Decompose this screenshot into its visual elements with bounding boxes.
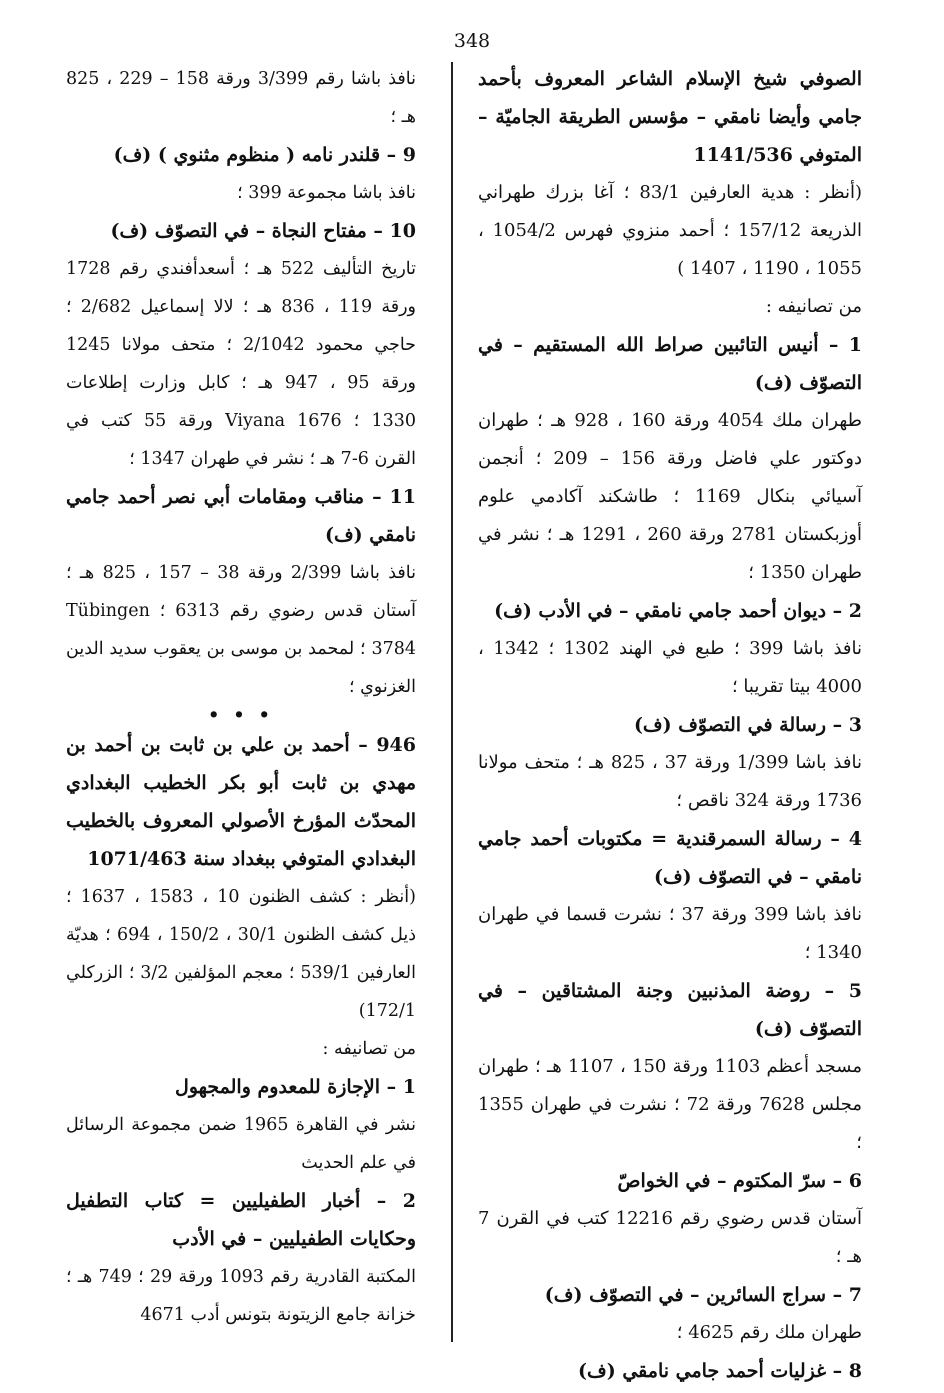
work-title-7: 7 – سراج السائرين – في التصوّف (ف) bbox=[544, 1284, 862, 1306]
work-title-11: 11 – مناقب ومقامات أبي نصر أحمد جامي نامقي (ف) bbox=[66, 486, 416, 546]
right-column bbox=[478, 60, 862, 1390]
work-title-946-1: 1 – الإجازة للمعدوم والمجهول bbox=[175, 1076, 416, 1098]
work-manuscripts-6: آستان قدس رضوي رقم 12216 كتب في القرن 7 هـ ؛ bbox=[478, 1208, 862, 1267]
works-intro-946: من تصانيفه : bbox=[322, 1039, 416, 1059]
work-title-8: 8 – غزليات أحمد جامي نامقي (ف) bbox=[578, 1360, 862, 1382]
references-paragraph-946: (أنظر : كشف الظنون 10 ، 1583 ، 1637 ؛ ذيل كشف الظنون 30/1 ، 150/2 ، 694 ؛ هديّة العارفين 539/1 ؛ معجم المؤلفين 3/2 ؛ الزركلي 172/1) bbox=[66, 887, 417, 1021]
work-title-3: 3 – رسالة في التصوّف (ف) bbox=[633, 714, 862, 736]
left-column bbox=[66, 60, 416, 1334]
work-title-5: 5 – روضة المذنبين وجنة المشتاقين – في التصوّف (ف) bbox=[478, 980, 862, 1040]
work-manuscripts-5: مسجد أعظم 1103 ورقة 150 ، 1107 هـ ؛ طهران مجلس 7628 ورقة 72 ؛ نشرت في طهران 1355 ؛ bbox=[478, 1056, 863, 1153]
work-manuscripts-10: تاريخ التأليف 522 هـ ؛ أسعدأفندي رقم 1728 ورقة 119 ، 836 هـ ؛ لالا إسماعيل 2/682 ؛ حاجي محمود 2/1042 ؛ متحف مولانا 1245 ورقة 95 ، 947 هـ ؛ كابل وزارت إطلاعات 1330 ؛ Viyana 1676 ورقة 55 كتب في القرن 6-7 هـ ؛ نشر في طهران 1347 ؛ bbox=[66, 259, 416, 469]
work-manuscripts-3: نافذ باشا 1/399 ورقة 37 ، 825 هـ ؛ متحف مولانا 1736 ورقة 324 ناقص ؛ bbox=[478, 752, 862, 811]
works-intro: من تصانيفه : bbox=[765, 296, 862, 317]
column-divider bbox=[451, 62, 453, 1342]
work-title-946-2: 2 – أخبار الطفيليين = كتاب التطفيل وحكايات الطفيليين – في الأدب bbox=[66, 1190, 416, 1250]
references-paragraph: (أنظر : هدية العارفين 83/1 ؛ آغا بزرك طهراني الذريعة 157/12 ؛ أحمد منزوي فهرس 1054/2 ، 1055 ، 1190 ، 1407 ) bbox=[478, 182, 863, 279]
work-title-2: 2 – ديوان أحمد جامي نامقي – في الأدب (ف) bbox=[494, 600, 862, 622]
author-entry-heading-946: 946 – أحمد بن علي بن ثابت بن أحمد بن مهدي بن ثابت أبو بكر الخطيب البغدادي المحدّث المؤرخ الأصولي المعروف بالخطيب البغدادي المتوفي ببغداد سنة 1071/463 bbox=[66, 734, 416, 870]
section-separator: • • • bbox=[208, 706, 274, 726]
work-title-10: 10 – مفتاح النجاة – في التصوّف (ف) bbox=[110, 220, 416, 242]
work-manuscripts-2: نافذ باشا 399 ؛ طبع في الهند 1302 ؛ 1342 ، 4000 بيتا تقريبا ؛ bbox=[478, 638, 862, 697]
work-title-6: 6 – سرّ المكتوم – في الخواصّ bbox=[617, 1170, 862, 1192]
page-number: 348 bbox=[453, 30, 491, 52]
work-manuscripts-946-2: المكتبة القادرية رقم 1093 ورقة 29 ؛ 749 هـ ؛ خزانة جامع الزيتونة بتونس أدب 4671 bbox=[66, 1267, 416, 1325]
work-title-9: 9 – قلندر نامه ( منظوم مثنوي ) (ف) bbox=[113, 144, 416, 166]
work-manuscripts-9: نافذ باشا مجموعة 399 ؛ bbox=[237, 183, 416, 203]
work-manuscripts-946-1: نشر في القاهرة 1965 ضمن مجموعة الرسائل في علم الحديث bbox=[66, 1115, 416, 1173]
work-title-1: 1 – أنيس التائبين صراط الله المستقيم – في التصوّف (ف) bbox=[478, 334, 862, 394]
work-manuscripts-1: طهران ملك 4054 ورقة 160 ، 928 هـ ؛ طهران دوكتور علي فاضل ورقة 156 – 209 ؛ أنجمن آسيائي بنكال 1169 ؛ طاشكند آكادمي علوم أوزبكستان 2781 ورقة 260 ، 1291 هـ ؛ نشر في طهران 1350 ؛ bbox=[478, 410, 863, 583]
work-manuscripts-8: نافذ باشا رقم 3/399 ورقة 158 – 229 ، 825 هـ ؛ bbox=[66, 69, 416, 127]
work-title-4: 4 – رسالة السمرقندية = مكتوبات أحمد جامي نامقي – في التصوّف (ف) bbox=[478, 828, 862, 888]
author-entry-heading: الصوفي شيخ الإسلام الشاعر المعروف بأحمد جامي وأيضا نامقي – مؤسس الطريقة الجاميّة – المتوفي 1141/536 bbox=[478, 68, 862, 166]
work-manuscripts-4: نافذ باشا 399 ورقة 37 ؛ نشرت قسما في طهران 1340 ؛ bbox=[478, 904, 862, 963]
work-manuscripts-11: نافذ باشا 2/399 ورقة 38 – 157 ، 825 هـ ؛ آستان قدس رضوي رقم 6313 ؛ Tübingen 3784 ؛ لمحمد بن موسى بن يعقوب سديد الدين الغزنوي ؛ bbox=[66, 563, 416, 697]
work-manuscripts-7: طهران ملك رقم 4625 ؛ bbox=[676, 1322, 862, 1343]
